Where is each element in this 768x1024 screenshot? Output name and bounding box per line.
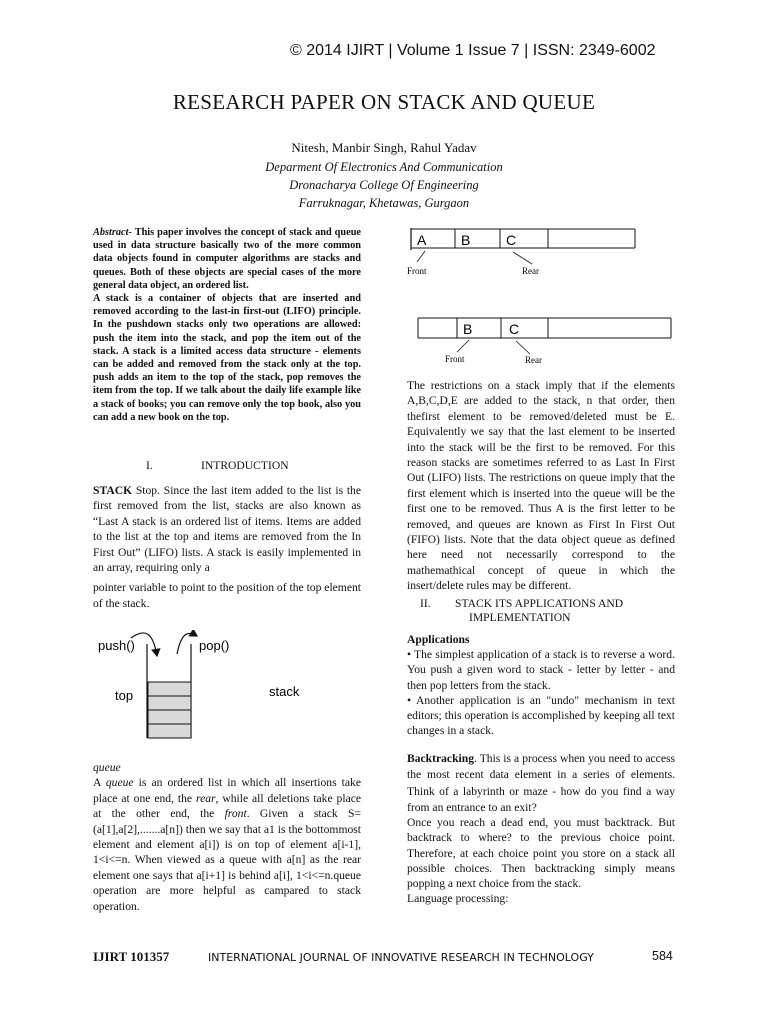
stack-diagram (93, 630, 361, 748)
queue-diagram-1 (405, 222, 640, 280)
affiliation-location: Farruknagar, Khetawas, Gurgaon (298, 196, 470, 210)
application-bullet-2: • Another application is an "undo" mechanism in text editors; this operation is accomplished by keeping all text changes in a stack. (407, 693, 675, 738)
stack-label: stack (269, 684, 300, 699)
pop-label: pop() (199, 638, 230, 653)
footer-page-number: 584 (652, 949, 673, 963)
rear-label-1: Rear (522, 266, 539, 276)
pop-arrow (177, 633, 197, 654)
queue-cell-c: C (506, 232, 517, 248)
rear-word: rear (195, 791, 216, 805)
queue-label: queue (93, 761, 121, 774)
queue2-cell-b: B (463, 321, 473, 337)
queue-text-c: , while all deletions take place at the other end, the (93, 791, 362, 821)
rear-label-2: Rear (525, 355, 542, 365)
restrictions-paragraph: The restrictions on a stack imply that if the elements A,B,C,D,E are added to the stack, n that order, then thefirst element to be removed/deleted must be E. Equivalently we say that the last element to be inserted into the stack will be the first to be removed. For this reason stacks are sometimes referred to as Last In First Out (LIFO) lists. The restrictions on queue imply that the first element which is inserted into the queue will be the first one to be removed. Thus A is the first letter to be removed, and queues are known as First In First Out (FIFO) lists. Note that the data object queue as defined here need not necessarily correspond to the mathemathical concept of queue in which the insert/delete rules may be different. (407, 379, 675, 593)
queue-text-d: . Given a stack S=(a[1],a[2],.......a[n]) then we say that a1 is the bottommost element and element a[i]) is on top of element a[i-1], 1<i<=n. When viewed as a queue with a[n] as the rear element one says that a[i+1] is behind a[i], 1<i<=n.queue operation are more helpful as campared to stack operation. (93, 807, 361, 913)
stack-lead: STACK (93, 484, 133, 497)
applications-heading: Applications (407, 633, 470, 646)
paper-authors: Nitesh, Manbir Singh, Rahul Yadav (291, 140, 477, 155)
queue-cell-b: B (461, 232, 471, 248)
queue-cell-a: A (417, 232, 427, 248)
backtracking-text: . This is a process when you need to access the most recent data element in a series of elements. Think of a labyrinth or maze - how do you find a way from an entrance to an exit? (407, 752, 675, 815)
stack-queue-restrictions (407, 378, 675, 594)
footer-paper-id: IJIRT 101357 (93, 949, 170, 964)
language-processing: Language processing: (407, 892, 509, 906)
abstract-paragraph-2: A stack is a container of objects that are inserted and removed according to the last-in first-out (LIFO) principle. In the pushdown stacks only two operations are allowed: push the item into the stack, and pop the item out of the stack. A stack is a limited access data structure - elements can be added and removed from the stack only at the top. push adds an item to the top of the stack, pop removes the item from the top. If we talk about the daily life example like a stack of books; you can remove only the top book, also you can add a new book on the top. (93, 293, 361, 423)
queue-text-b: is an ordered list in which all insertions take place at one end, the (93, 776, 361, 805)
top-label: top (115, 688, 134, 703)
front-word: front (224, 807, 247, 821)
journal-citation: © 2014 IJIRT | Volume 1 Issue 7 | ISSN: 2349-6002 (290, 42, 656, 59)
front-label-1: Front (407, 266, 427, 276)
footer-journal-name: INTERNATIONAL JOURNAL OF INNOVATIVE RESEARCH IN TECHNOLOGY (208, 951, 594, 964)
backtracking-heading: Backtracking (407, 752, 474, 765)
section-2-title-line-1: STACK ITS APPLICATIONS AND (455, 597, 624, 610)
intro-paragraph-2: pointer variable to point to the position of the top element of the stack. (93, 581, 361, 610)
section-2-number: II. (420, 597, 431, 610)
backtracking-paragraph-2: Once you reach a dead end, you must backtrack. But backtrack to where? to the previous choice point. Therefore, at each choice point you store on a stack all possible choices. Then backtracking simply means popping a next choice from the stack. (407, 816, 675, 891)
queue-section (93, 760, 361, 914)
application-bullet-1: • The simplest application of a stack is to reverse a word. You push a given word to stack - letter by letter - and then pop letters from the stack. (407, 648, 675, 692)
queue-text-a: A (93, 776, 106, 790)
section-1-title: INTRODUCTION (201, 459, 289, 472)
backtracking-continued (407, 815, 675, 907)
push-label: push() (98, 638, 135, 653)
section-1-number: I. (146, 459, 153, 472)
applications-section (407, 632, 675, 738)
push-arrow (131, 633, 157, 656)
affiliation-college: Dronacharya College Of Engineering (289, 178, 479, 192)
abstract-label: Abstract- (93, 227, 132, 238)
queue2-cell-c: C (509, 321, 520, 337)
backtracking-section (407, 751, 675, 817)
front-label-2: Front (445, 354, 465, 364)
paper-title: RESEARCH PAPER ON STACK AND QUEUE (172, 90, 596, 114)
section-2-title-line-2: IMPLEMENTATION (469, 611, 571, 624)
queue-diagram-2 (405, 312, 675, 370)
intro-paragraph-1: Stop. Since the last item added to the list is the first removed from the list, stacks are also known as “Last A stack is an ordered list of items. Items are added to the list at the top and items are removed from the In First Out” (LIFO) lists. A stack is easily implemented in an array, requiring only a (93, 484, 361, 575)
abstract-paragraph-1: This paper involves the concept of stack and queue used in data structure basically two of the more common data objects found in computer algorithms are stacks and queues. Both of these objects are special cases of the more general data object, an ordered list. (93, 227, 361, 291)
affiliation-department: Deparment Of Electronics And Communication (265, 160, 503, 174)
queue-word: queue (105, 776, 134, 790)
intro-text (93, 483, 361, 611)
abstract (93, 226, 361, 424)
